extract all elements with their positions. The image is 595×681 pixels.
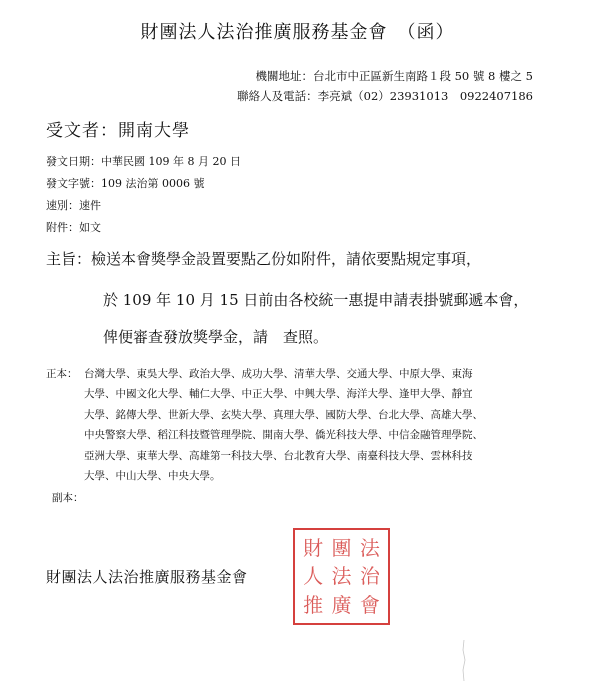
document-number: 發文字號：109 法治第 0006 號	[46, 177, 205, 190]
original-recipients-label: 正本：	[46, 368, 78, 380]
distribution-line: 亞洲大學、東華大學、高雄第一科技大學、台北教育大學、南臺科技大學、雲林科技	[84, 449, 473, 462]
seal-char: 推	[303, 592, 324, 617]
distribution-line: 大學、中山大學、中央大學。	[84, 470, 221, 483]
letter-title: 財團法人法治推廣服務基金會 （函）	[140, 22, 455, 43]
seal-char: 人	[303, 564, 324, 589]
distribution-list	[46, 364, 566, 486]
copy-recipients-label: 副本：	[52, 492, 84, 504]
subject-line-1: 主旨：檢送本會獎學金設置要點乙份如附件，請依要點規定事項，	[46, 250, 482, 268]
signature: 財團法人法治推廣服務基金會	[46, 568, 248, 586]
seal-char: 法	[331, 564, 352, 589]
attachment: 附件：如文	[46, 221, 101, 234]
issue-date: 發文日期：中華民國 109 年 8 月 20 日	[46, 155, 241, 168]
speed-class: 速別：速件	[46, 199, 101, 212]
seal-char: 財	[303, 536, 324, 561]
subject-line-2: 於 109 年 10 月 15 日前由各校統一惠提申請表掛號郵遞本會，	[103, 291, 529, 309]
agency-address: 機關地址：台北市中正區新生南路１段 50 號 8 樓之 5	[255, 69, 533, 83]
distribution-line: 大學、銘傳大學、世新大學、玄奘大學、真理大學、國防大學、台北大學、高雄大學、	[84, 408, 483, 421]
seal-char: 團	[331, 536, 352, 561]
recipient: 受文者：開南大學	[46, 121, 190, 141]
seal-char: 會	[359, 592, 380, 617]
seal-char: 法	[359, 536, 380, 561]
distribution-line: 中央警察大學、稻江科技暨管理學院、開南大學、僑光科技大學、中信金融管理學院、	[84, 429, 483, 442]
official-seal	[293, 528, 390, 625]
subject-line-3: 俾便審查發放獎學金，請 查照。	[103, 328, 329, 346]
distribution-line: 大學、中國文化大學、輔仁大學、中正大學、中興大學、海洋大學、逢甲大學、靜宜	[84, 388, 473, 401]
seal-char: 治	[359, 564, 380, 589]
seal-char: 廣	[331, 592, 352, 617]
scan-artifact	[460, 640, 468, 681]
distribution-line: 台灣大學、東吳大學、政治大學、成功大學、清華大學、交通大學、中原大學、東海	[84, 368, 473, 380]
contact-info: 聯絡人及電話：李亮斌（02）23931013 0922407186	[237, 89, 533, 103]
